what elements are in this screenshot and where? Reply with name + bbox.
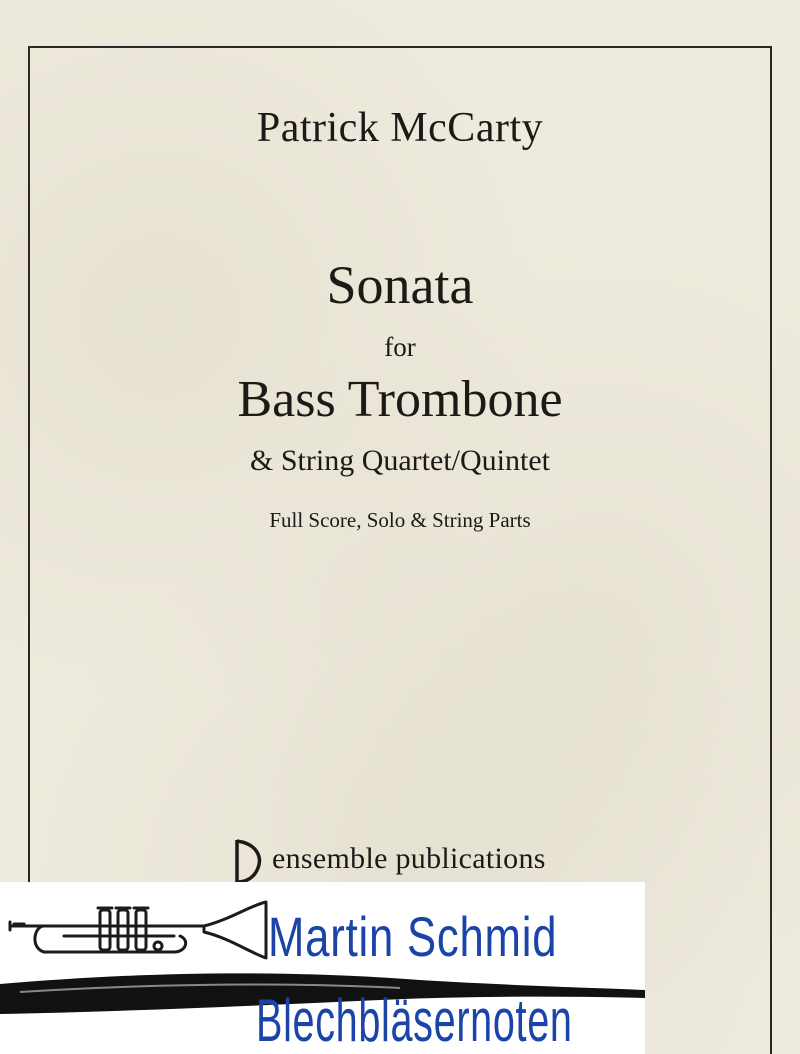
edition-contents: Full Score, Solo & String Parts xyxy=(269,508,531,532)
dealer-name: Martin Schmid xyxy=(268,905,558,968)
publisher-name: ensemble publications xyxy=(272,842,546,875)
for-label: for xyxy=(384,332,416,362)
solo-instrument: Bass Trombone xyxy=(237,371,563,428)
publisher-d-mark-icon xyxy=(232,838,264,884)
work-title: Sonata xyxy=(326,255,474,315)
dealer-banner xyxy=(0,882,645,1054)
trumpet-icon xyxy=(4,900,274,966)
publisher-logo xyxy=(232,838,612,888)
dealer-tagline: Blechbläsernoten xyxy=(256,987,573,1054)
composer-name: Patrick McCarty xyxy=(256,105,544,151)
accompanying-ensemble: & String Quartet/Quintet xyxy=(250,444,550,477)
